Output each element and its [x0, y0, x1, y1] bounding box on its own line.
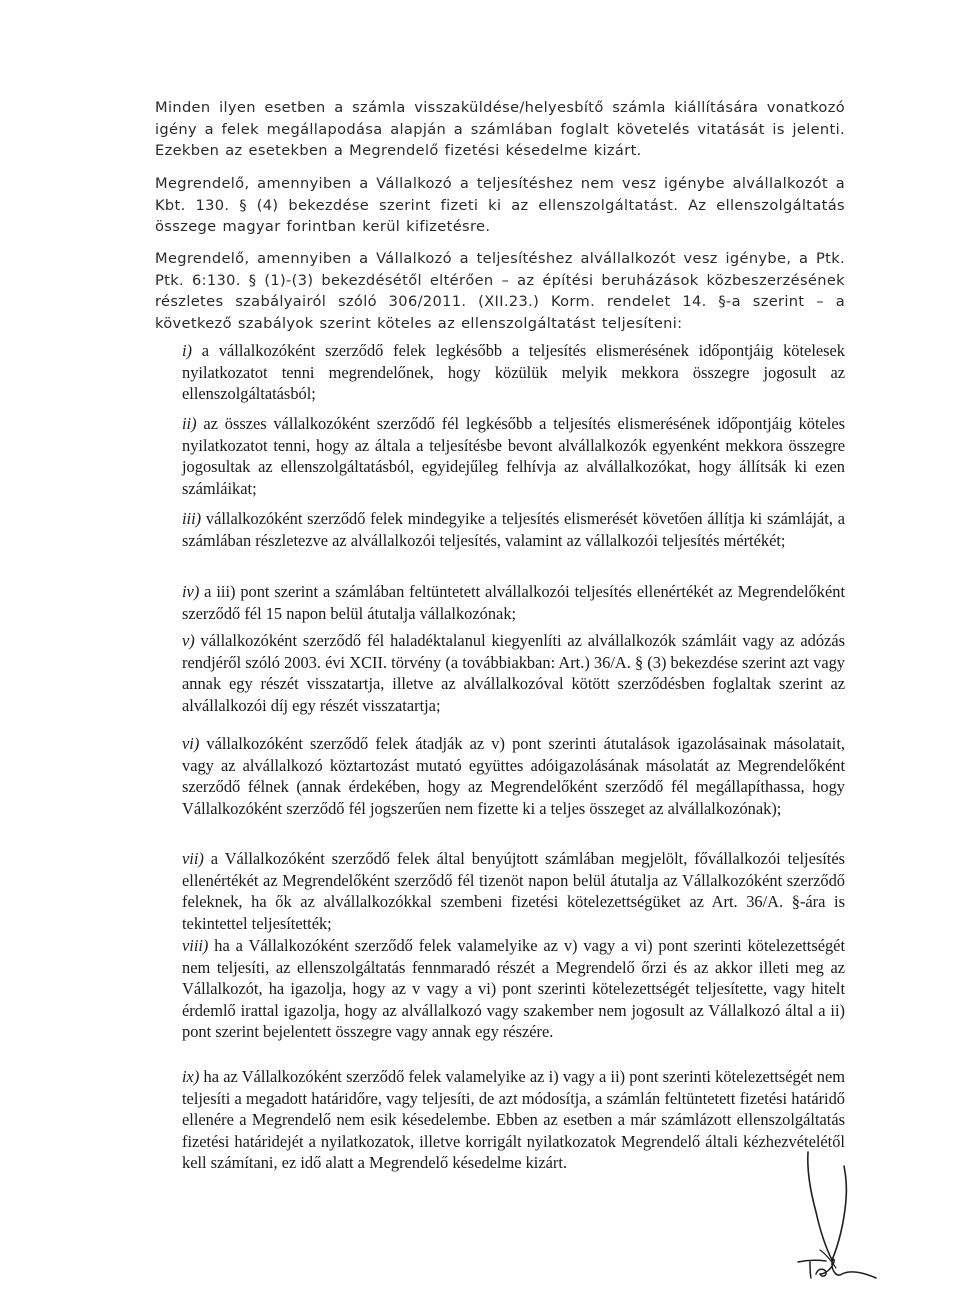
list-item-text: a Vállalkozóként szerződő felek által benyújtott számlában megjelölt, fővállalkozói teljesítés ellenértékét az Megrendelőként szerződő fél tizenöt napon belül átutalja az Vállalkozóként szerződő feleknek, ha ők az alvállalkozókkal szembeni fizetési kötelezettségüket az Art. 36/A. §-ára is tekintettel teljesítették;	[182, 849, 845, 933]
list-item-marker: vii)	[182, 849, 204, 868]
list-item-marker: iv)	[182, 582, 200, 601]
list-item-text: ha a Vállalkozóként szerződő felek valamelyike az v) vagy a vi) pont szerinti kötelezettségét nem teljesíti, az ellenszolgáltatás fennmaradó részét a Megrendelő őrzi és az akkor illeti meg az Vállalkozót, ha igazolja, hogy az v vagy a vi) pont szerinti kötelezettségét teljesítette, vagy hitelt érdemlő irattal igazolja, hogy az alvállalkozó vagy szakember nem jogosult az Vállalkozó által a ii) pont szerint bejelentett összegre vagy annak egy részére.	[182, 936, 845, 1042]
list-item-ii	[182, 413, 845, 499]
list-item-iv	[182, 581, 845, 624]
list-item-v	[182, 630, 845, 716]
list-item-text: ha az Vállalkozóként szerződő felek valamelyike az i) vagy a ii) pont szerinti kötelezettségét nem teljesíti a megadott határidőre, vagy teljesíti, de azt módosítja, a számlán feltüntetett fizetési határidő ellenére a Megrendelő nem esik késedelembe. Ebben az esetben a már számlázott ellenszolgáltatás fizetési határidejét a nyilatkozatok, illetve korrigált nyilatkozatok Megrendelő általi kézhezvételétől kell számítani, ez idő alatt a Megrendelő késedelme kizárt.	[182, 1067, 845, 1173]
list-item-marker: v)	[182, 631, 195, 650]
handwritten-initials-signature	[780, 1150, 890, 1280]
list-item-marker: viii)	[182, 936, 209, 955]
list-item-text: a vállalkozóként szerződő felek legkésőbb a teljesítés elismerésének időpontjáig kötelesek nyilatkozatot tenni megrendelőnek, hogy közülük melyik mekkora összegre jogosult az ellenszolgáltatásból;	[182, 341, 845, 404]
list-item-marker: ii)	[182, 414, 197, 433]
list-item-viii	[182, 935, 845, 1043]
list-item-marker: i)	[182, 341, 193, 360]
list-item-text: vállalkozóként szerződő fél haladéktalanul kiegyenlíti az alvállalkozók számláit vagy az adózás rendjéről szóló 2003. évi XCII. törvény (a továbbiakban: Art.) 36/A. § (3) bekezdése szerint azt vagy annak egy részét visszatartja, illetve az alvállalkozóval kötött szerződésben foglaltak szerint az alvállalkozói díj egy részét visszatartja;	[182, 631, 845, 715]
paragraph-payment-without-subcontractor: Megrendelő, amennyiben a Vállalkozó a teljesítéshez nem vesz igénybe alvállalkozót a Kbt. 130. § (4) bekezdése szerint fizeti ki az ellenszolgáltatást. Az ellenszolgáltatás összege magyar forintban kerül kifizetésre.	[155, 175, 845, 236]
list-item-text: vállalkozóként szerződő felek mindegyike a teljesítés elismerését követően állítja ki számláját, a számlában részletezve az alvállalkozói teljesítés, valamint az vállalkozói teljesítés mértékét;	[182, 509, 845, 550]
list-item-marker: ix)	[182, 1067, 200, 1086]
list-item-text: vállalkozóként szerződő felek átadják az v) pont szerinti átutalások igazolásainak másolatait, vagy az alvállalkozó köztartozást mutató együttes adóigazolásának másolatát az Megrendelőként szerződő félnek (annak érdekében, hogy az Megrendelőként szerződő fél megállapíthassa, hogy Vállalkozóként szerződő fél jogszerűen nem fizette ki a teljes összeget az alvállalkozónak);	[182, 734, 845, 818]
paragraph-invoice-dispute: Minden ilyen esetben a számla visszaküldése/helyesbítő számla kiállítására vonatkozó igény a felek megállapodása alapján a számlában foglalt követelés vitatását is jelenti. Ezekben az esetekben a Megrendelő fizetési késedelme kizárt.	[155, 99, 845, 160]
list-item-marker: iii)	[182, 509, 202, 528]
list-item-ix	[182, 1066, 845, 1174]
list-item-iii	[182, 508, 845, 551]
list-item-marker: vi)	[182, 734, 200, 753]
list-item-text: az összes vállalkozóként szerződő fél legkésőbb a teljesítés elismerésének időpontjáig köteles nyilatkozatot tenni, hogy az általa a teljesítésbe bevont alvállalkozók egyenként mekkora összegre jogosultak az ellenszolgáltatásból, egyidejűleg felhívja az alvállalkozókat, hogy állítsák ki ezen számláikat;	[182, 414, 845, 498]
list-item-vi	[182, 733, 845, 819]
paragraph-payment-with-subcontractor: Megrendelő, amennyiben a Vállalkozó a teljesítéshez alvállalkozót vesz igénybe, a Ptk. Ptk. 6:130. § (1)-(3) bekezdésétől eltérően – az építési beruházások közbeszerzésének részletes szabályairól szóló 306/2011. (XII.23.) Korm. rendelet 14. §-a szerint – a következő szabályok szerint köteles az ellenszolgáltatást teljesíteni:	[155, 250, 845, 332]
list-item-vii	[182, 848, 845, 934]
list-item-i	[182, 340, 845, 405]
list-item-text: a iii) pont szerint a számlában feltüntetett alvállalkozói teljesítés ellenértékét az Megrendelőként szerződő fél 15 napon belül átutalja vállalkozónak;	[182, 582, 845, 623]
